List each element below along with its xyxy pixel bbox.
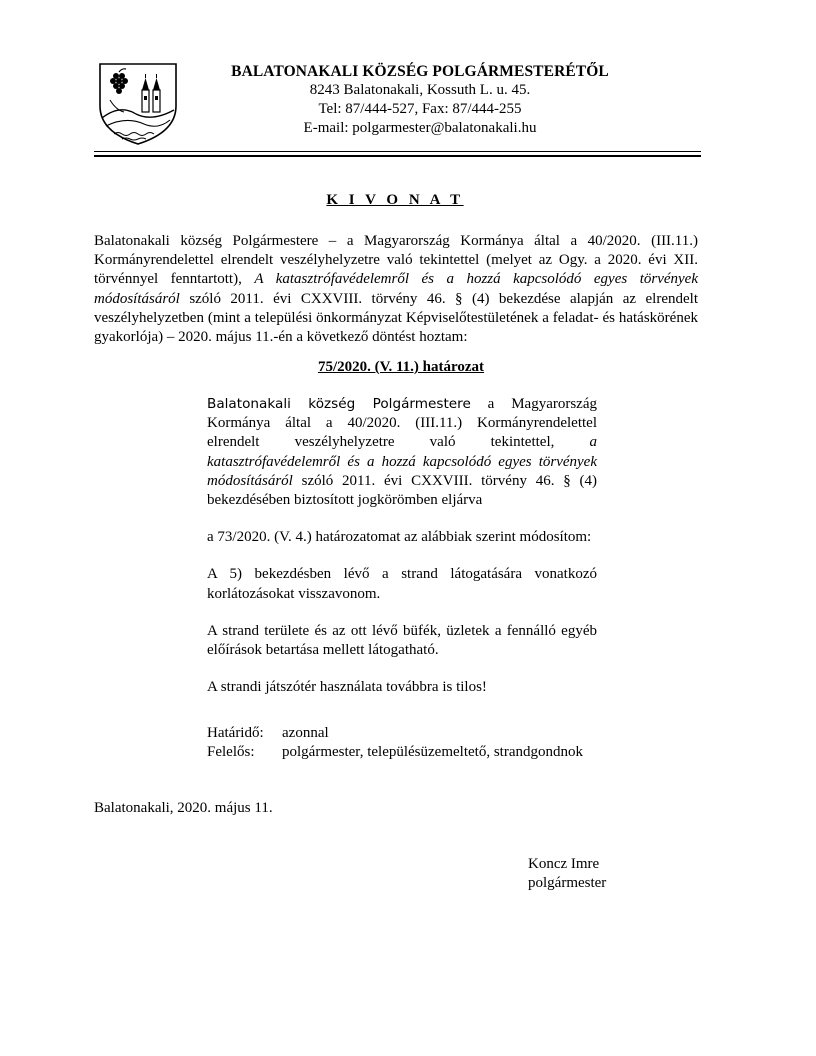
document-date: Balatonakali, 2020. május 11. (94, 800, 273, 816)
email: E-mail: polgarmester@balatonakali.hu (303, 120, 537, 136)
resolution-number: 75/2020. (V. 11.) határozat (317, 359, 485, 375)
resolution-paragraph-4: A strand területe és az ott lévő büfék, üzletek a fennálló egyéb előírások betartása mellett látogatható. (207, 622, 597, 659)
owner-label: Felelős: (207, 744, 255, 760)
phone-fax: Tel: 87/444-527, Fax: 87/444-255 (318, 101, 522, 117)
deadline-label: Határidő: (207, 725, 264, 741)
signatory-name: Koncz Imre (528, 856, 600, 872)
resolution-text-1a: a Magyarország Kormánya által a 40/2020. (III.11.) Kormányrendelettel elrendelt veszélyhelyzetre való tekintettel, (207, 396, 597, 451)
intro-law-title: A katasztrófavédelemről és a hozzá kapcsolódó egyes törvények módosításáról (94, 271, 698, 307)
resolution-paragraph-3: A 5) bekezdésben lévő a strand látogatására vonatkozó korlátozásokat visszavonom. (207, 566, 597, 602)
organization-name: BALATONAKALI KÖZSÉG POLGÁRMESTERÉTŐL (231, 63, 609, 80)
signatory-position: polgármester (528, 875, 607, 891)
letterhead (190, 62, 650, 138)
resolution-paragraph-1 (207, 395, 597, 510)
signature-block (528, 855, 606, 893)
deadline-row (207, 724, 607, 743)
owner-row (207, 743, 607, 762)
intro-text-2: szóló 2011. évi CXXVIII. törvény 46. § (4) bekezdése alapján az elrendelt veszélyhelyzetben (mint a települési önkormányzat Képviselőtestületének a feladat- és hatáskörének gyakorlója) – 2020. május 11.-én a következő döntést hoztam: (94, 290, 698, 346)
mayor-reference: Balatonakali község Polgármestere (207, 396, 471, 412)
intro-text-1: Balatonakali község Polgármestere – a Magyarország Kormánya által a 40/2020. (III.11.) Kormányrendelettel elrendelt veszélyhelyzetre való tekintettel (melyet az Ogy. a 2020. évi XII. törvénnyel fenntartott), (94, 233, 698, 288)
header-rule-thick (94, 155, 701, 157)
address: 8243 Balatonakali, Kossuth L. u. 45. (309, 82, 531, 98)
responsibility-block (207, 724, 607, 762)
intro-paragraph (94, 232, 698, 347)
coat-of-arms-icon (96, 60, 180, 146)
resolution-paragraph-5: A strandi játszótér használata továbbra is tilos! (207, 679, 487, 696)
owner-value: polgármester, településüzemeltető, strandgondnok (282, 744, 583, 760)
resolution-text-1b: szóló 2011. évi CXXVIII. törvény 46. § (4) bekezdésében biztosított jogkörömben eljárva (207, 472, 597, 509)
header-rule-thin (94, 151, 701, 152)
deadline-value: azonnal (282, 725, 329, 741)
document-title: K I V O N A T (326, 192, 464, 208)
resolution-law-title: a katasztrófavédelemről és a hozzá kapcsolódó egyes törvények módosításáról (207, 434, 597, 489)
resolution-paragraph-2: a 73/2020. (V. 4.) határozatomat az alábbiak szerint módosítom: (207, 529, 592, 546)
resolution-body (207, 395, 597, 715)
